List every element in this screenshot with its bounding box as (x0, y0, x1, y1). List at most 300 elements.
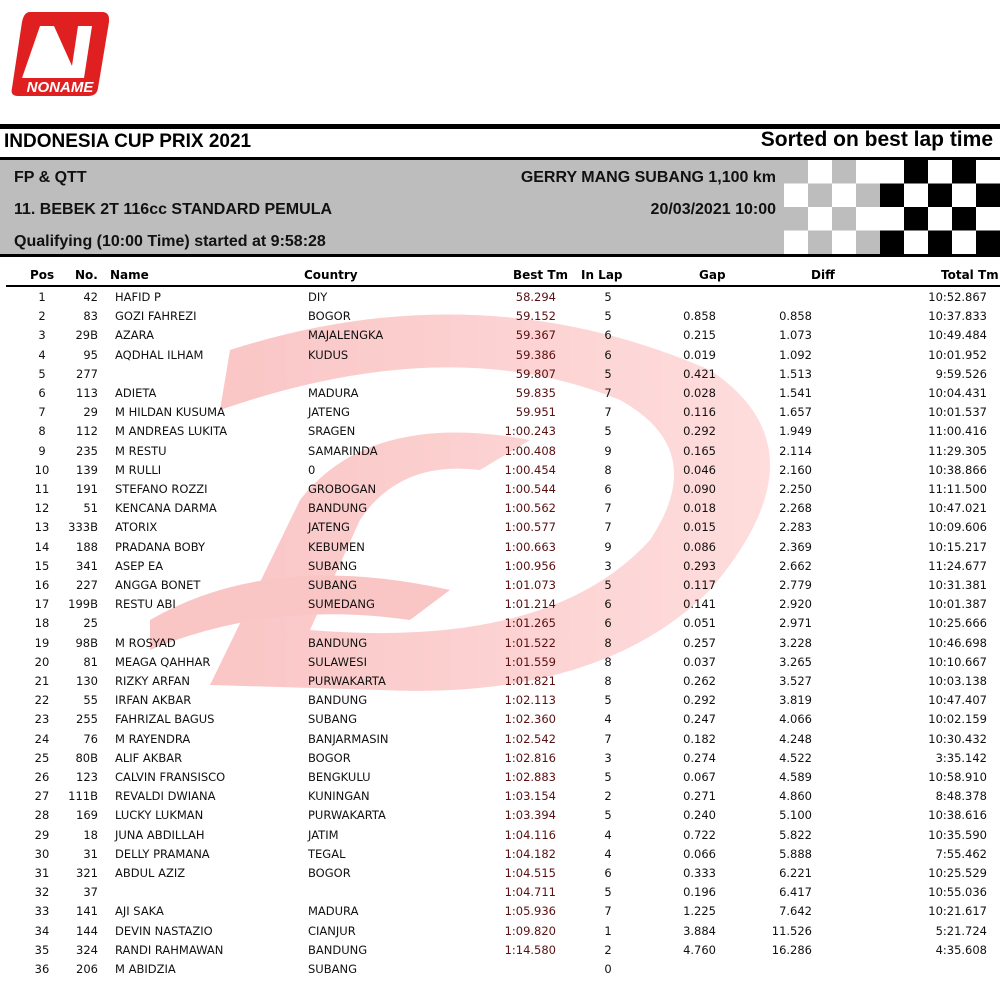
cell-country: KUNINGAN (308, 789, 370, 804)
cell-name: FAHRIZAL BAGUS (115, 712, 215, 727)
cell-diff: 1.513 (779, 366, 812, 381)
flag-cell (832, 160, 856, 184)
cell-gap: 0.051 (683, 616, 716, 631)
table-row (0, 674, 1000, 693)
cell-gap: 0.196 (683, 885, 716, 900)
cell-country: SUMEDANG (308, 597, 375, 612)
cell-lap: 7 (604, 386, 612, 400)
cell-diff: 1.073 (779, 328, 812, 343)
cell-pos: 25 (34, 750, 50, 765)
cell-diff: 2.283 (779, 520, 812, 535)
cell-diff: 2.369 (779, 539, 812, 554)
cell-best: 1:00.408 (504, 443, 556, 458)
cell-country: BOGOR (308, 309, 351, 324)
cell-total: 10:04.431 (928, 386, 987, 400)
cell-total: 10:55.036 (928, 885, 987, 900)
cell-best: 59.951 (515, 405, 556, 420)
cell-total: 10:46.698 (928, 635, 987, 650)
cell-country: JATENG (308, 405, 350, 420)
table-row (0, 732, 1000, 751)
cell-pos: 5 (38, 366, 46, 381)
cell-country: SUBANG (308, 558, 357, 573)
cell-best: 1:00.663 (504, 539, 556, 554)
cell-country: MADURA (308, 904, 359, 919)
table-row (0, 520, 1000, 539)
cell-name: JUNA ABDILLAH (115, 827, 205, 842)
table-row (0, 290, 1000, 309)
cell-diff: 3.819 (779, 693, 812, 708)
cell-lap: 2 (604, 789, 612, 804)
cell-country: SUBANG (308, 712, 357, 727)
table-row (0, 751, 1000, 770)
cell-diff: 1.657 (779, 405, 812, 420)
cell-best: 1:01.214 (504, 597, 556, 612)
cell-lap: 4 (604, 846, 612, 861)
cell-lap: 6 (604, 482, 612, 496)
flag-cell (856, 207, 880, 231)
cell-gap: 0.293 (683, 558, 716, 573)
cell-country: BOGOR (308, 866, 351, 880)
cell-pos: 19 (34, 635, 50, 650)
cell-name: M RAYENDRA (115, 731, 191, 746)
flag-cell (784, 231, 808, 255)
cell-country: BENGKULU (308, 770, 371, 784)
cell-name: KENCANA DARMA (115, 501, 217, 516)
cell-lap: 5 (604, 290, 612, 304)
flag-cell (904, 207, 928, 231)
flag-cell (856, 231, 880, 255)
cell-diff: 4.860 (779, 789, 812, 804)
cell-pos: 1 (38, 290, 46, 304)
cell-no: 29B (75, 328, 98, 343)
table-row (0, 616, 1000, 635)
cell-no: 83 (83, 309, 98, 324)
cell-no: 333B (68, 520, 98, 535)
cell-total: 11:24.677 (928, 558, 987, 573)
flag-cell (784, 160, 808, 184)
cell-total: 11:00.416 (928, 424, 987, 439)
cell-no: 55 (83, 693, 98, 708)
header-rule (6, 285, 1000, 287)
cell-total: 10:25.529 (928, 866, 987, 880)
cell-diff: 2.971 (779, 616, 812, 631)
cell-total: 10:52.867 (928, 290, 987, 304)
cell-gap: 0.182 (683, 731, 716, 746)
table-row (0, 789, 1000, 808)
col-diff: Diff (811, 268, 835, 282)
cell-best: 1:02.883 (504, 770, 556, 784)
cell-pos: 32 (34, 885, 50, 900)
cell-name: PRADANA BOBY (115, 539, 205, 554)
cell-no: 141 (76, 904, 98, 919)
cell-name: GOZI FAHREZI (115, 309, 197, 324)
table-row (0, 578, 1000, 597)
cell-total: 10:47.407 (928, 693, 987, 708)
cell-name: RESTU ABI (115, 597, 176, 612)
cell-best: 1:00.562 (504, 501, 556, 516)
cell-no: 25 (83, 616, 98, 631)
cell-diff: 4.522 (779, 750, 812, 765)
cell-pos: 20 (34, 654, 50, 669)
cell-lap: 3 (604, 750, 612, 765)
col-country: Country (304, 268, 358, 282)
event-title: INDONESIA CUP PRIX 2021 (4, 131, 252, 152)
cell-lap: 5 (604, 693, 612, 708)
cell-gap: 0.333 (683, 866, 716, 880)
flag-cell (928, 184, 952, 208)
cell-name: LUCKY LUKMAN (115, 808, 204, 823)
cell-diff: 4.589 (779, 770, 812, 784)
cell-name: DEVIN NASTAZIO (115, 923, 213, 938)
table-row (0, 828, 1000, 847)
cell-name: M HILDAN KUSUMA (115, 405, 225, 420)
cell-country: MADURA (308, 386, 359, 400)
table-row (0, 348, 1000, 367)
cell-best: 1:00.454 (504, 462, 556, 477)
cell-best: 1:02.360 (504, 712, 556, 727)
cell-no: 31 (83, 846, 98, 861)
cell-country: 0 (308, 462, 316, 477)
cell-pos: 15 (34, 558, 50, 573)
cell-pos: 29 (34, 827, 50, 842)
flag-cell (928, 160, 952, 184)
session-name: FP & QTT (14, 169, 87, 186)
cell-lap: 8 (604, 654, 612, 669)
table-row (0, 943, 1000, 962)
svg-text:NONAME: NONAME (26, 79, 94, 96)
class-name: 11. BEBEK 2T 116cc STANDARD PEMULA (14, 201, 333, 218)
cell-pos: 22 (34, 693, 50, 708)
cell-total: 10:37.833 (928, 309, 987, 324)
cell-pos: 2 (38, 309, 46, 324)
cell-lap: 8 (604, 635, 612, 650)
cell-pos: 6 (38, 386, 46, 400)
cell-pos: 24 (34, 731, 50, 746)
flag-cell (976, 160, 1000, 184)
cell-best: 1:01.073 (504, 578, 556, 592)
cell-no: 277 (76, 366, 98, 381)
cell-diff: 2.662 (779, 558, 812, 573)
cell-gap: 0.028 (683, 386, 716, 400)
cell-country: PURWAKARTA (308, 674, 386, 688)
cell-best: 59.386 (515, 347, 556, 362)
table-row (0, 866, 1000, 885)
cell-no: 123 (76, 770, 98, 784)
flag-cell (832, 184, 856, 208)
cell-gap: 0.117 (683, 578, 716, 592)
cell-no: 235 (76, 443, 98, 458)
flag-cell (712, 231, 736, 255)
cell-lap: 5 (604, 366, 612, 381)
flag-cell (880, 207, 904, 231)
cell-pos: 34 (34, 923, 50, 938)
flag-cell (928, 231, 952, 255)
cell-best: 1:04.711 (504, 885, 556, 900)
cell-total: 10:03.138 (928, 674, 987, 688)
cell-diff: 2.779 (779, 578, 812, 592)
cell-pos: 16 (34, 578, 50, 592)
cell-lap: 6 (604, 328, 612, 343)
table-row (0, 444, 1000, 463)
cell-total: 4:35.608 (935, 942, 987, 957)
cell-total: 3:35.142 (935, 750, 987, 765)
cell-lap: 5 (604, 578, 612, 592)
cell-pos: 8 (38, 424, 46, 439)
cell-no: 321 (76, 866, 98, 880)
cell-pos: 33 (34, 904, 50, 919)
cell-best: 1:00.243 (504, 424, 556, 439)
cell-gap: 0.215 (683, 328, 716, 343)
cell-lap: 7 (604, 520, 612, 535)
cell-no: 139 (76, 462, 98, 477)
cell-country: CIANJUR (308, 923, 356, 938)
table-row (0, 847, 1000, 866)
cell-pos: 27 (34, 789, 50, 804)
cell-pos: 35 (34, 942, 50, 957)
cell-gap: 0.858 (683, 309, 716, 324)
cell-no: 42 (83, 290, 98, 304)
cell-name: DELLY PRAMANA (115, 846, 210, 861)
cell-gap: 0.066 (683, 846, 716, 861)
cell-best: 1:09.820 (504, 923, 556, 938)
cell-name: CALVIN FRANSISCO (115, 770, 226, 784)
table-row (0, 309, 1000, 328)
cell-best: 1:04.182 (504, 846, 556, 861)
table-row (0, 924, 1000, 943)
cell-country: SRAGEN (308, 424, 356, 439)
cell-no: 130 (76, 674, 98, 688)
flag-cell (928, 207, 952, 231)
cell-gap: 1.225 (683, 904, 716, 919)
table-row (0, 424, 1000, 443)
cell-gap: 0.292 (683, 693, 716, 708)
cell-lap: 5 (604, 309, 612, 324)
cell-best: 59.367 (515, 328, 556, 343)
flag-cell (784, 207, 808, 231)
cell-name: ASEP EA (115, 558, 164, 573)
cell-gap: 0.018 (683, 501, 716, 516)
cell-diff: 5.100 (779, 808, 812, 823)
cell-name: M ROSYAD (115, 635, 176, 650)
cell-total: 10:02.159 (928, 712, 987, 727)
table-row (0, 501, 1000, 520)
table-row (0, 367, 1000, 386)
cell-pos: 28 (34, 808, 50, 823)
table-row (0, 962, 1000, 981)
cell-no: 81 (83, 654, 98, 669)
cell-country: TEGAL (308, 846, 346, 861)
col-gap: Gap (699, 268, 726, 282)
table-row (0, 463, 1000, 482)
flag-cell (808, 231, 832, 255)
col-total: Total Tm (941, 268, 999, 282)
cell-pos: 14 (34, 539, 50, 554)
cell-gap: 0.019 (683, 347, 716, 362)
cell-total: 11:29.305 (928, 443, 987, 458)
cell-diff: 6.221 (779, 866, 812, 880)
cell-gap: 0.421 (683, 366, 716, 381)
cell-pos: 12 (34, 501, 50, 516)
cell-total: 10:15.217 (928, 539, 987, 554)
cell-diff: 3.228 (779, 635, 812, 650)
col-best: Best Tm (513, 268, 569, 282)
flag-cell (904, 231, 928, 255)
cell-total: 10:25.666 (928, 616, 987, 631)
cell-lap: 6 (604, 866, 612, 880)
cell-diff: 1.092 (779, 347, 812, 362)
cell-country: SUBANG (308, 962, 357, 976)
cell-total: 10:30.432 (928, 731, 987, 746)
cell-gap: 0.086 (683, 539, 716, 554)
cell-lap: 4 (604, 712, 612, 727)
cell-lap: 5 (604, 770, 612, 784)
cell-best: 1:04.515 (504, 866, 556, 880)
cell-diff: 1.541 (779, 386, 812, 400)
table-row (0, 712, 1000, 731)
cell-lap: 1 (604, 923, 612, 938)
cell-name: M ANDREAS LUKITA (115, 424, 228, 439)
cell-best: 1:02.113 (504, 693, 556, 708)
table-row (0, 904, 1000, 923)
cell-lap: 8 (604, 674, 612, 688)
cell-gap: 0.722 (683, 827, 716, 842)
table-row (0, 885, 1000, 904)
flag-cell (976, 207, 1000, 231)
flag-cell (904, 184, 928, 208)
cell-name: ATORIX (115, 520, 158, 535)
cell-lap: 6 (604, 347, 612, 362)
cell-best: 1:14.580 (504, 942, 556, 957)
cell-pos: 9 (38, 443, 46, 458)
col-no: No. (75, 268, 98, 282)
cell-best: 1:01.821 (504, 674, 556, 688)
cell-name: M RESTU (115, 443, 167, 458)
cell-gap: 0.090 (683, 482, 716, 496)
cell-total: 10:01.387 (928, 597, 987, 612)
flag-cell (688, 231, 712, 255)
flag-cell (856, 160, 880, 184)
table-row (0, 559, 1000, 578)
cell-lap: 7 (604, 405, 612, 420)
flag-cell (808, 207, 832, 231)
cell-best: 59.835 (515, 386, 556, 400)
cell-gap: 0.015 (683, 520, 716, 535)
cell-diff: 16.286 (771, 942, 812, 957)
col-pos: Pos (30, 268, 55, 282)
cell-country: SAMARINDA (308, 443, 378, 458)
cell-gap: 0.292 (683, 424, 716, 439)
cell-pos: 23 (34, 712, 50, 727)
cell-no: 112 (76, 424, 98, 439)
cell-diff: 2.250 (779, 482, 812, 496)
cell-gap: 4.760 (683, 942, 716, 957)
cell-country: GROBOGAN (308, 482, 377, 496)
cell-gap: 0.046 (683, 462, 716, 477)
cell-no: 95 (83, 347, 98, 362)
cell-pos: 18 (34, 616, 50, 631)
cell-country: BANDUNG (308, 693, 368, 708)
cell-country: DIY (308, 290, 328, 304)
cell-no: 169 (76, 808, 98, 823)
cell-country: BOGOR (308, 750, 351, 765)
flag-cell (952, 207, 976, 231)
cell-no: 51 (83, 501, 98, 516)
cell-country: PURWAKARTA (308, 808, 386, 823)
cell-name: STEFANO ROZZI (115, 482, 208, 496)
cell-name: REVALDI DWIANA (115, 789, 216, 804)
cell-name: ALIF AKBAR (115, 750, 183, 765)
flag-cell (952, 184, 976, 208)
cell-total: 10:10.667 (928, 654, 987, 669)
flag-cell (760, 231, 784, 255)
start-info: Qualifying (10:00 Time) started at 9:58:28 (14, 233, 326, 250)
cell-country: BANDUNG (308, 635, 368, 650)
cell-name: ADIETA (115, 386, 157, 400)
cell-pos: 13 (34, 520, 50, 535)
cell-country: KUDUS (308, 347, 349, 362)
cell-gap: 0.116 (683, 405, 716, 420)
cell-lap: 5 (604, 808, 612, 823)
cell-name: RIZKY ARFAN (115, 674, 190, 688)
cell-gap: 0.165 (683, 443, 716, 458)
flag-cell (808, 160, 832, 184)
cell-no: 188 (76, 539, 98, 554)
cell-total: 10:21.617 (928, 904, 987, 919)
cell-lap: 0 (604, 962, 612, 976)
col-name: Name (110, 268, 149, 282)
cell-pos: 4 (38, 347, 46, 362)
cell-gap: 0.271 (683, 789, 716, 804)
cell-no: 80B (75, 750, 98, 765)
cell-no: 324 (76, 942, 98, 957)
cell-lap: 9 (604, 539, 612, 554)
table-row (0, 482, 1000, 501)
cell-name: MEAGA QAHHAR (115, 654, 211, 669)
cell-no: 111B (68, 789, 98, 804)
cell-lap: 2 (604, 942, 612, 957)
cell-total: 9:59.526 (935, 366, 987, 381)
cell-pos: 21 (34, 674, 50, 688)
table-row (0, 386, 1000, 405)
cell-lap: 4 (604, 827, 612, 842)
cell-country: JATIM (308, 827, 339, 842)
cell-lap: 7 (604, 731, 612, 746)
cell-name: ANGGA BONET (115, 578, 201, 592)
cell-gap: 0.262 (683, 674, 716, 688)
flag-cell (832, 231, 856, 255)
flag-cell (808, 184, 832, 208)
cell-lap: 3 (604, 558, 612, 573)
cell-gap: 0.257 (683, 635, 716, 650)
cell-total: 5:21.724 (935, 923, 987, 938)
cell-gap: 0.240 (683, 808, 716, 823)
cell-best: 1:00.544 (504, 482, 556, 496)
cell-country: BANDUNG (308, 942, 368, 957)
cell-total: 10:47.021 (928, 501, 987, 516)
cell-pos: 17 (34, 597, 50, 612)
cell-no: 76 (83, 731, 98, 746)
cell-diff: 5.822 (779, 827, 812, 842)
cell-no: 113 (76, 386, 98, 400)
cell-total: 10:38.866 (928, 462, 987, 477)
cell-best: 1:05.936 (504, 904, 556, 919)
cell-gap: 0.067 (683, 770, 716, 784)
cell-country: SULAWESI (308, 654, 367, 669)
cell-no: 144 (76, 923, 98, 938)
cell-total: 10:01.952 (928, 347, 987, 362)
cell-best: 1:01.265 (504, 616, 556, 631)
cell-country: BANDUNG (308, 501, 368, 516)
